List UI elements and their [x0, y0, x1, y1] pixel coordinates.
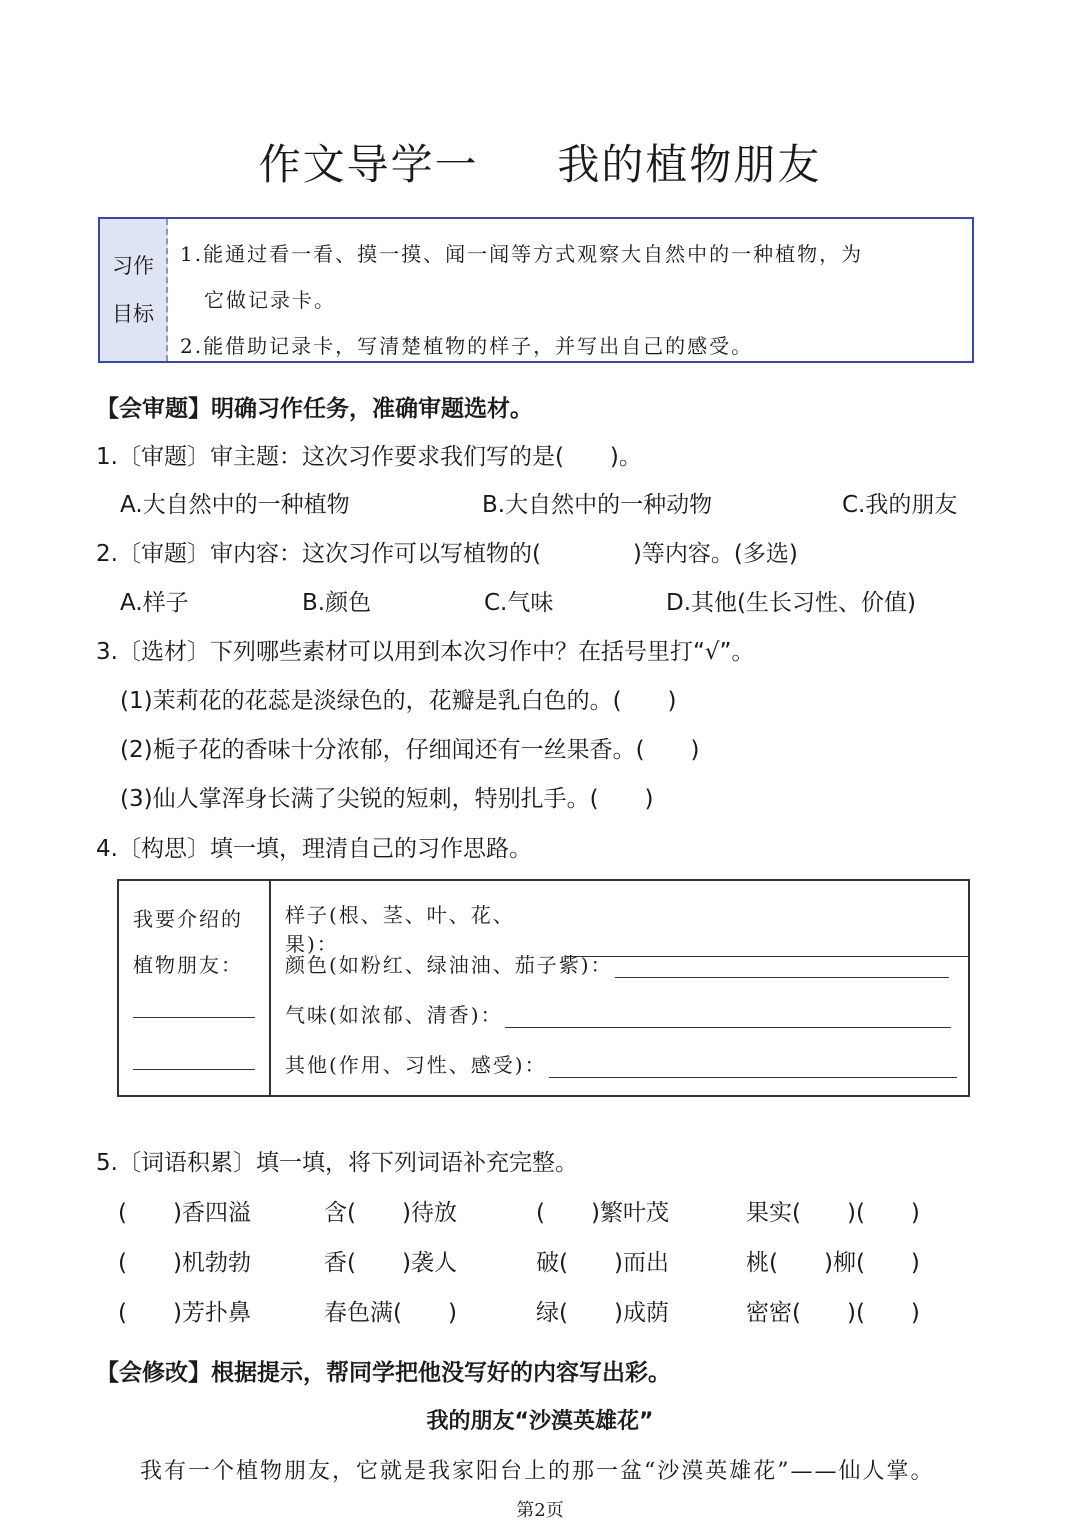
section-revise-header: 【会修改】根据提示，帮同学把他没写好的内容写出彩。	[96, 1360, 671, 1386]
goal-2: 2.能借助记录卡，写清楚植物的样子，并写出自己的感受。	[180, 334, 754, 358]
word-item: 绿( )成荫	[536, 1300, 669, 1326]
q3-item-3: (3)仙人掌浑身长满了尖锐的短刺，特别扎手。( )	[120, 786, 654, 812]
plan-row-color-label: 颜色(如粉红、绿油油、茄子紫)：	[285, 953, 613, 977]
q3-item-2: (2)栀子花的香味十分浓郁，仔细闻还有一丝果香。( )	[120, 737, 700, 763]
title-main: 我的植物朋友	[557, 140, 822, 189]
word-item: 春色满( )	[324, 1300, 457, 1326]
page-number: 第2页	[516, 1500, 564, 1521]
q2-option-a: A.样子	[120, 590, 189, 616]
plan-row-smell-blank[interactable]	[505, 1003, 951, 1028]
plan-row-other-blank[interactable]	[549, 1053, 957, 1078]
goal-1-line1: 1.能通过看一看、摸一摸、闻一闻等方式观察大自然中的一种植物，为	[180, 242, 864, 266]
plan-row-smell	[285, 999, 951, 1028]
goals-label-line1: 习作	[112, 254, 154, 278]
goals-content	[168, 219, 972, 361]
plan-row-color	[285, 949, 949, 978]
plant-name-blank-2[interactable]	[133, 1069, 255, 1070]
word-item: ( )芳扑鼻	[118, 1300, 251, 1326]
q2-option-c: C.气味	[484, 590, 554, 616]
title-prefix: 作文导学一	[258, 140, 479, 189]
plant-name-blank-1[interactable]	[133, 1017, 255, 1018]
goal-1-line2: 它做记录卡。	[204, 288, 336, 312]
word-item: 含( )待放	[324, 1200, 457, 1226]
q1-option-c: C.我的朋友	[842, 492, 958, 518]
page-title	[0, 132, 1080, 192]
word-item: 密密( )( )	[746, 1300, 920, 1326]
plan-row-smell-label: 气味(如浓郁、清香)：	[285, 1003, 503, 1027]
plan-row-appearance-label: 样子(根、茎、叶、花、果)：	[285, 903, 515, 956]
q2-option-b: B.颜色	[302, 590, 372, 616]
word-item: 桃( )柳( )	[746, 1250, 920, 1276]
goals-label-line2: 目标	[112, 302, 154, 326]
word-item: ( )机勃勃	[118, 1250, 251, 1276]
q2-option-d: D.其他(生长习性、价值)	[666, 590, 916, 616]
essay-first-line: 我有一个植物朋友，它就是我家阳台上的那一盆“沙漠英雄花”——仙人掌。	[140, 1459, 935, 1484]
q3-item-1: (1)茉莉花的花蕊是淡绿色的，花瓣是乳白色的。( )	[120, 688, 677, 714]
plan-row-other	[285, 1049, 957, 1078]
plan-row-other-label: 其他(作用、习性、感受)：	[285, 1053, 547, 1077]
plan-row-color-blank[interactable]	[615, 953, 949, 978]
q1-option-a: A.大自然中的一种植物	[120, 492, 350, 518]
essay-title: 我的朋友“沙漠英雄花”	[426, 1409, 654, 1434]
plan-left-label-1: 我要介绍的	[133, 907, 243, 931]
q3-stem: 3.〔选材〕下列哪些素材可以用到本次习作中？在括号里打“√”。	[96, 639, 755, 665]
word-item: 香( )袭人	[324, 1250, 457, 1276]
plan-table-left	[119, 881, 271, 1095]
q1-option-b: B.大自然中的一种动物	[482, 492, 713, 518]
word-item: 破( )而出	[536, 1250, 669, 1276]
q4-stem: 4.〔构思〕填一填，理清自己的习作思路。	[96, 836, 532, 862]
word-item: 果实( )( )	[746, 1200, 920, 1226]
writing-goals-box	[98, 217, 974, 363]
goals-label	[100, 219, 168, 361]
q2-stem: 2.〔审题〕审内容：这次习作可以写植物的( )等内容。(多选)	[96, 541, 798, 567]
plan-left-label-2: 植物朋友：	[133, 953, 243, 977]
word-item: ( )繁叶茂	[536, 1200, 669, 1226]
q5-stem: 5.〔词语积累〕填一填，将下列词语补充完整。	[96, 1150, 578, 1176]
plan-table	[117, 879, 970, 1097]
q1-stem: 1.〔审题〕审主题：这次习作要求我们写的是( )。	[96, 444, 642, 470]
plan-table-right	[271, 881, 968, 1095]
section-review-header: 【会审题】明确习作任务，准确审题选材。	[96, 396, 533, 422]
word-item: ( )香四溢	[118, 1200, 251, 1226]
